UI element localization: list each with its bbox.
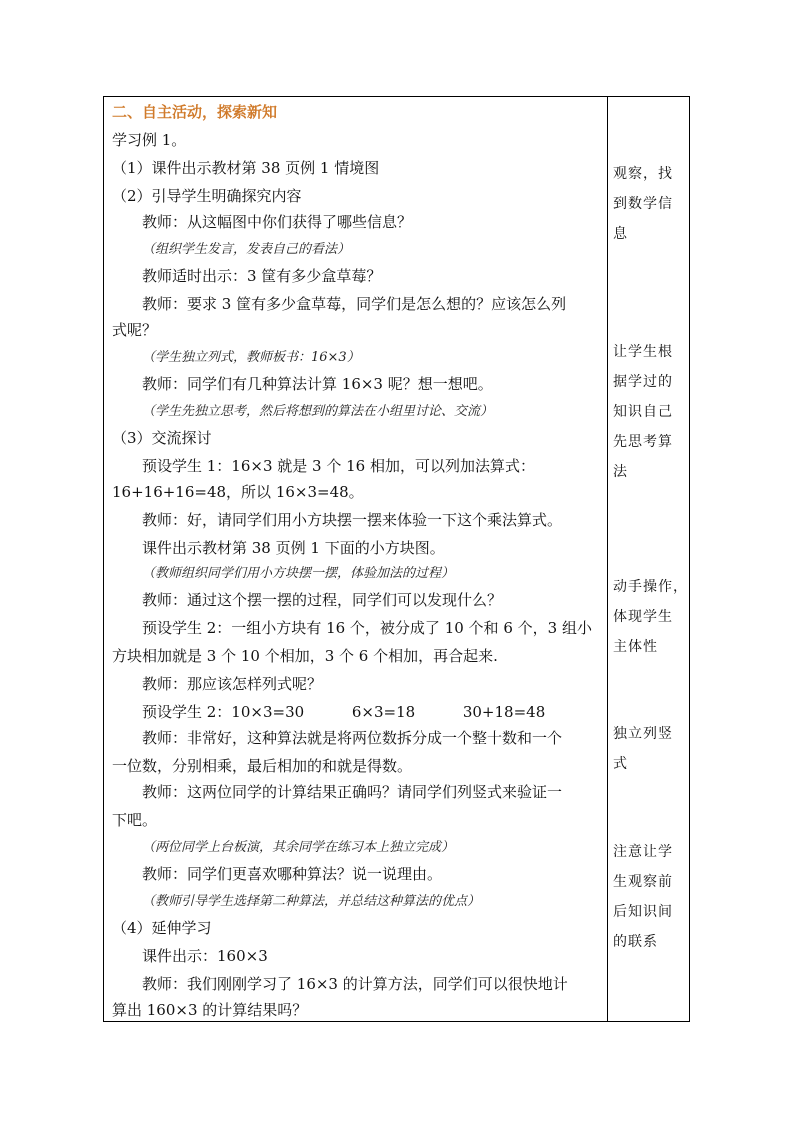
text-line: 算出 160×3 的计算结果吗？ — [112, 1001, 308, 1019]
text-line: 教师：好，请同学们用小方块摆一摆来体验一下这个乘法算式。 — [142, 511, 563, 529]
section-title: 二、自主活动，探索新知 — [112, 103, 278, 121]
text-line: 教师：那应该怎样列式呢？ — [142, 675, 323, 693]
intent-line: 注意让学 — [613, 844, 673, 860]
text-line: 预设学生 1：16×3 就是 3 个 16 相加，可以列加法算式： — [142, 457, 535, 475]
intent-line: 据学过的 — [613, 374, 673, 390]
text-line: 16+16+16=48，所以 16×3=48。 — [112, 483, 364, 501]
text-line: 教师适时出示：3 筐有多少盒草莓？ — [142, 267, 382, 285]
note-line: （教师组织同学们用小方块摆一摆，体验加法的过程） — [142, 566, 455, 581]
text-line: 预设学生 2：10×3=30 6×3=18 30+18=48 — [142, 703, 546, 721]
intent-line: 体现学生 — [613, 609, 673, 625]
intent-line: 知识自己 — [613, 404, 673, 420]
column-divider — [607, 97, 608, 1021]
intent-line: 生观察前 — [613, 874, 673, 890]
text-line: 教师：要求 3 筐有多少盒草莓，同学们是怎么想的？应该怎么列 — [142, 295, 567, 313]
note-line: （组织学生发言，发表自己的看法） — [142, 242, 351, 257]
text-line: 教师：同学们有几种算法计算 16×3 呢？想一想吧。 — [142, 375, 493, 393]
text-line: 教师：同学们更喜欢哪种算法？说一说理由。 — [142, 865, 443, 883]
intent-line: 后知识间 — [613, 904, 673, 920]
intent-line: 到数学信 — [613, 196, 673, 212]
intent-line: 观察，找 — [613, 166, 673, 182]
note-line: （两位同学上台板演，其余同学在练习本上独立完成） — [142, 840, 455, 855]
text-line: （2）引导学生明确探究内容 — [112, 187, 302, 205]
text-line: 一位数，分别相乘，最后相加的和就是得数。 — [112, 757, 413, 775]
note-line: （教师引导学生选择第二种算法，并总结这种算法的优点） — [142, 894, 481, 909]
text-line: 学习例 1。 — [112, 131, 187, 149]
intent-line: 动手操作， — [613, 579, 688, 595]
intent-line: 先思考算 — [613, 434, 673, 450]
intent-line: 式 — [613, 756, 628, 772]
text-line: 下吧。 — [112, 811, 158, 829]
intent-line: 独立列竖 — [613, 726, 673, 742]
text-line: 教师：从这幅图中你们获得了哪些信息？ — [142, 213, 413, 231]
text-line: 式呢？ — [112, 321, 158, 339]
text-line: 教师：这两位同学的计算结果正确吗？请同学们列竖式来验证一 — [142, 783, 563, 801]
intent-line: 息 — [613, 226, 628, 242]
intent-line: 法 — [613, 464, 628, 480]
text-line: 课件出示：160×3 — [142, 947, 268, 965]
text-line: 方块相加就是 3 个 10 个相加，3 个 6 个相加，再合起来. — [112, 647, 498, 665]
text-line: （1）课件出示教材第 38 页例 1 情境图 — [112, 159, 380, 177]
note-line: （学生独立列式，教师板书：16×3） — [142, 350, 360, 365]
text-line: 课件出示教材第 38 页例 1 下面的小方块图。 — [142, 539, 445, 557]
text-line: 教师：通过这个摆一摆的过程，同学们可以发现什么？ — [142, 591, 503, 609]
text-line: 预设学生 2：一组小方块有 16 个，被分成了 10 个和 6 个，3 组小 — [142, 619, 592, 637]
intent-line: 让学生根 — [613, 344, 673, 360]
text-line: （3）交流探讨 — [112, 429, 212, 447]
text-line: 教师：我们刚刚学习了 16×3 的计算方法，同学们可以很快地计 — [142, 975, 568, 993]
text-line: （4）延伸学习 — [112, 919, 212, 937]
intent-line: 的联系 — [613, 934, 658, 950]
text-line: 教师：非常好，这种算法就是将两位数拆分成一个整十数和一个 — [142, 729, 563, 747]
note-line: （学生先独立思考，然后将想到的算法在小组里讨论、交流） — [142, 404, 494, 419]
intent-line: 主体性 — [613, 639, 658, 655]
lesson-table — [103, 96, 690, 1022]
